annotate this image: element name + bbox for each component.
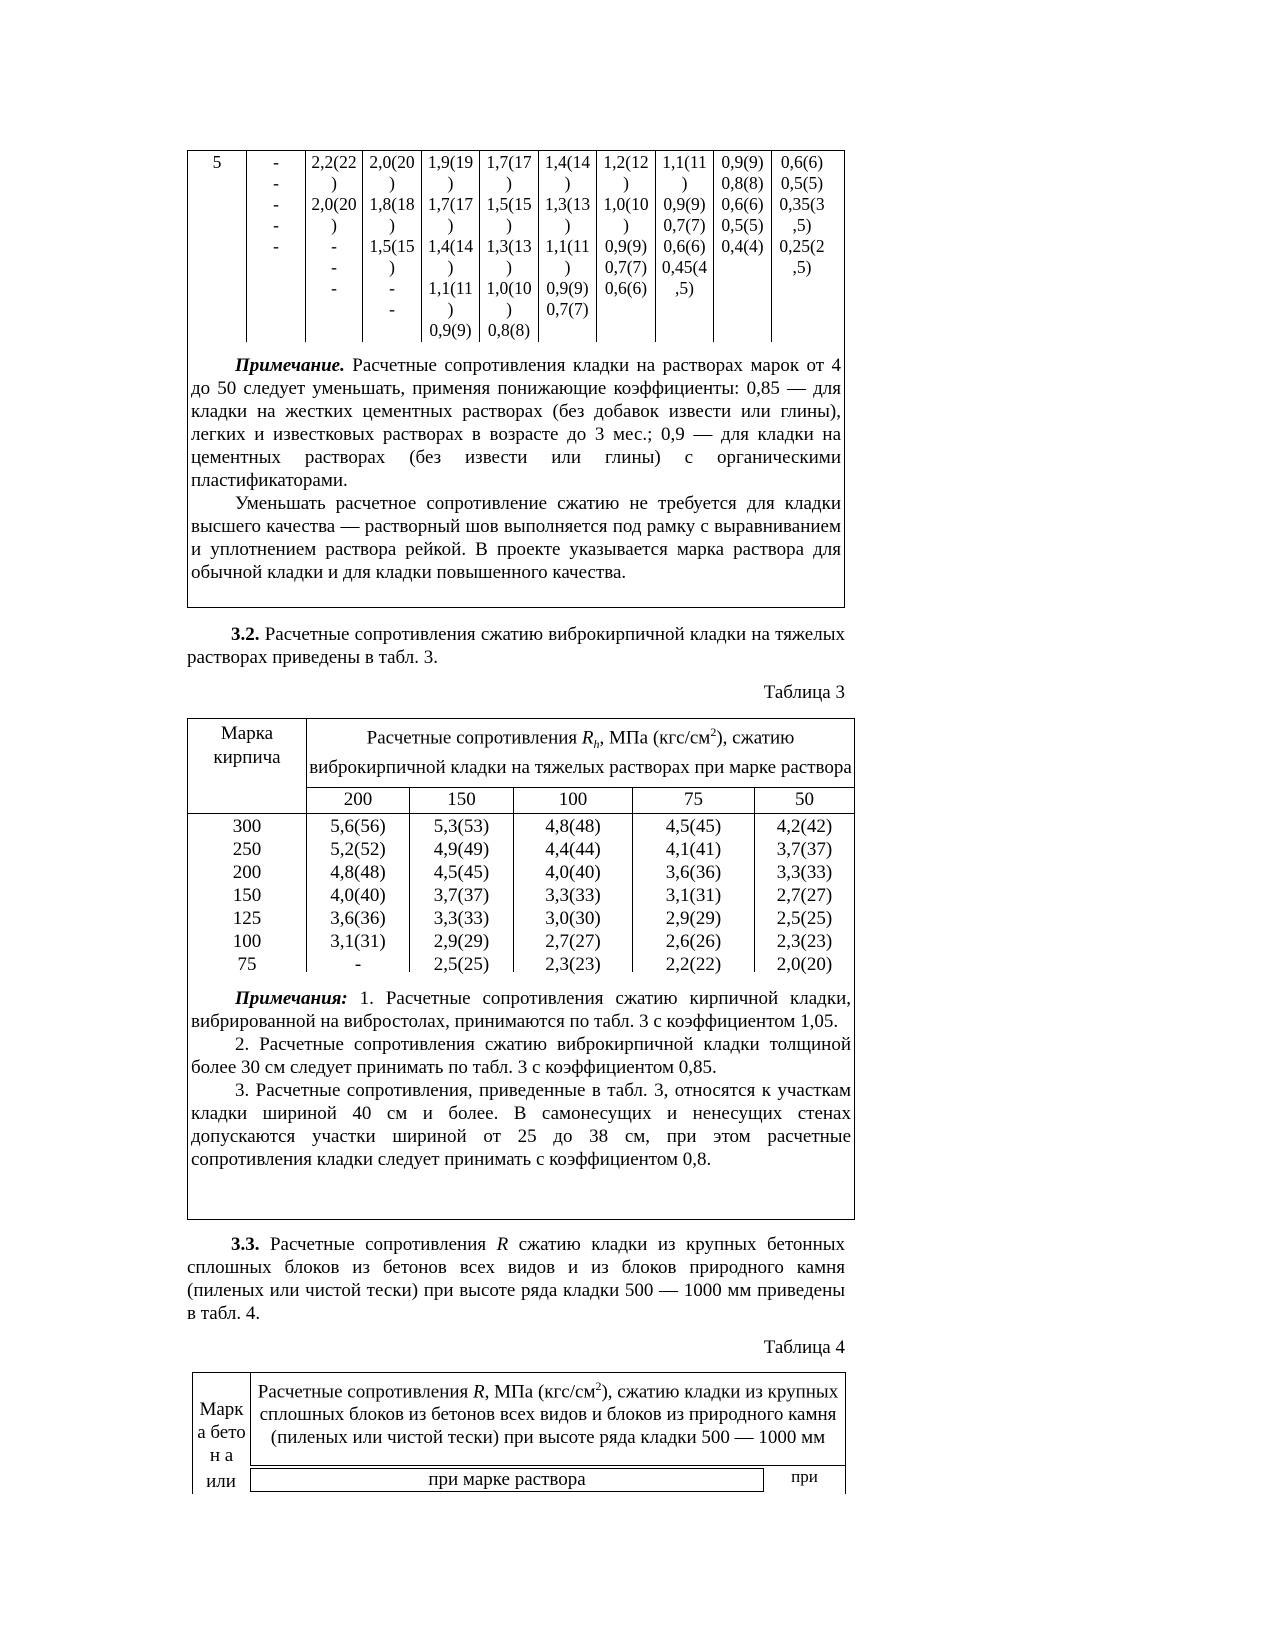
table2-cell-line: 0,9(9) (721, 152, 764, 172)
table3-mortar-grade: 200 (306, 787, 409, 813)
table2-cell-line: 0,6(6) (721, 194, 764, 214)
table2-cell-line: 1,1(11 (662, 152, 707, 172)
table3-value: 4,2(42) (776, 816, 833, 837)
table4-caption: Таблица 4 (763, 1337, 845, 1358)
table3-value: 2,5(25) (776, 908, 833, 929)
table3-mortar-grade: 150 (409, 787, 513, 813)
table2-cell-line: 2,0(20 (311, 194, 357, 214)
table3-value: 2,9(29) (433, 931, 490, 952)
table2-cell-line: ) (506, 215, 512, 235)
table3-header-text-c: ), сжатию виброкирпичной кладки на тяжелых растворах при марке раствора (309, 727, 852, 779)
table2-cell-line: - (273, 194, 279, 214)
paragraph-3-3 (187, 1233, 845, 1325)
paragraph-3-3-symbol: R (496, 1234, 509, 1255)
table2-cell-line: - (273, 152, 279, 172)
table4 (192, 1372, 846, 1494)
table2-cell-line: 0,5(5) (780, 173, 824, 193)
table4-header-text-b: , МПа (кгс/см (484, 1381, 596, 1403)
table3-value: 2,5(25) (433, 954, 490, 975)
table2-cell-line: ) (447, 215, 454, 235)
table3-value: 2,7(27) (776, 885, 833, 906)
table3-brick-grade: 100 (232, 931, 262, 952)
table2-cell-line: ) (331, 215, 337, 235)
table3-brick-grade-column (188, 813, 306, 975)
table2-col-9 (714, 151, 772, 342)
table3-header-text-a: Расчетные сопротивления (366, 727, 582, 749)
table3-value: 5,6(56) (330, 816, 386, 837)
table3-header-text-b: , МПа (кгс/см (599, 727, 711, 749)
table2-col-10 (772, 151, 833, 342)
table3-value: 4,1(41) (665, 839, 722, 860)
table2-cell-line: 1,3(13 (486, 236, 532, 256)
table3-value: 4,5(45) (665, 816, 722, 837)
paragraph-3-2 (187, 623, 845, 669)
table2-cell-line: ) (506, 257, 512, 277)
table2-cell-line: 0,9(9) (604, 236, 648, 256)
table2-col-1 (247, 151, 306, 342)
table3-note-2: 2. Расчетные сопротивления сжатию виброкирпичной кладки толщиной более 30 см следует принимать по табл. 3 с коэффициентом 0,85. (191, 1034, 851, 1078)
table3-note-1: 1. Расчетные сопротивления сжатию кирпичной кладки, вибрированной на вибростолах, принимаются по табл. 3 с коэффициентом 1,05. (191, 988, 851, 1032)
table2-cell-line: 1,2(12 (603, 152, 649, 172)
table3-value: 3,0(30) (545, 908, 601, 929)
table2-col-2 (306, 151, 363, 342)
table2-cell-line: 0,8(8) (721, 173, 764, 193)
table2-cell-line: 0,6(6) (604, 278, 648, 298)
table2-note (191, 354, 841, 584)
table2-cell-line: - (273, 215, 279, 235)
table2-col-6 (539, 151, 597, 342)
table2-cell-line: ,5) (792, 257, 812, 277)
paragraph-3-2-text: Расчетные сопротивления сжатию виброкирпичной кладки на тяжелых растворах приведены в табл. 3. (187, 624, 845, 668)
table3-value: 3,7(37) (776, 839, 833, 860)
table3-value: 4,8(48) (330, 862, 386, 883)
paragraph-3-3-number: 3.3. (231, 1234, 260, 1255)
table3-notes (191, 987, 851, 1171)
table2-col-0 (188, 151, 247, 342)
table2-cell-line: ) (389, 173, 395, 193)
table3-values-column (754, 813, 854, 975)
table3-value: 2,3(23) (545, 954, 601, 975)
table2-cell-line: ) (681, 173, 688, 193)
table3-header-resistance (306, 719, 854, 787)
table2-cell-line: - (273, 236, 279, 256)
table3-value: 2,7(27) (545, 931, 601, 952)
table3-value: 2,6(26) (665, 931, 722, 952)
table3-value: 3,1(31) (665, 885, 722, 906)
table3-caption: Таблица 3 (763, 682, 845, 703)
table3-value: 2,9(29) (665, 908, 722, 929)
table3-value: 3,3(33) (776, 862, 833, 883)
table2-col-3 (363, 151, 422, 342)
table3-value: - (354, 954, 362, 975)
table3-header-symbol: R (581, 727, 594, 749)
table2-cell-line: 1,0(10 (486, 278, 532, 298)
table3-values-column (513, 813, 632, 975)
table3-value: 3,7(37) (433, 885, 490, 906)
table3-brick-grade: 75 (237, 954, 257, 975)
table2-cell-line: 0,6(6) (663, 236, 706, 256)
table2-cell-line: 0,6(6) (780, 152, 824, 172)
table2-continuation (187, 150, 845, 608)
table3-values-column (409, 813, 513, 975)
table2-cell-line: 0,45(4 (661, 257, 708, 277)
table2-note-text2: Уменьшать расчетное сопротивление сжатию не требуется для кладки высшего качества — растворный шов выполняется под рамку с выравниванием и уплотнением раствора рейкой. В проекте указывается марка раствора для обычной кладки и для кладки повышенного качества. (191, 493, 841, 583)
paragraph-3-3-text-a: Расчетные сопротивления (259, 1234, 497, 1255)
table2-col-4 (422, 151, 480, 342)
table4-subheader-right: при (764, 1466, 846, 1494)
table3-header-superscript: 2 (710, 725, 717, 739)
table3-brick-grade: 250 (232, 839, 262, 860)
table4-header-left-text: Марка бетон а (197, 1399, 246, 1466)
table2-cell-line: 1,7(17 (486, 152, 532, 172)
table2-cell-line: - (331, 278, 337, 298)
table4-header-text-c: ), сжатию кладки из крупных сплошных блоков из бетонов всех видов и блоков из природного камня (пиленых или чистой тески) при высоте ряда кладки 500 — 1000 мм (259, 1381, 839, 1449)
table2-cell-line: 1,8(18 (369, 194, 415, 214)
table3-notes-label: Примечания: (235, 988, 348, 1009)
table2-cell-line: 1,4(14 (544, 152, 591, 172)
table2-cell-line: ) (447, 299, 454, 319)
table2-note-text: Расчетные сопротивления кладки на растворах марок от 4 до 50 следует уменьшать, применяя понижающие коэффициенты: 0,85 — для кладки на жестких цементных растворах (без добавок извести или глины), легких и известковых растворах в возрасте до 3 мес.; 0,9 — для кладки на цементных растворах (без извести или глины) с органическими пластификаторами. (191, 355, 841, 491)
table3-values-column (306, 813, 409, 975)
table2-cell-line: ) (389, 257, 395, 277)
table4-header-left-bottom: или (206, 1471, 236, 1492)
table2-cell-line: 5 (212, 152, 222, 172)
table2-cell-line: 1,5(15 (486, 194, 532, 214)
table2-cell-line: - (331, 236, 337, 256)
table2-cell-line: ,5) (792, 215, 812, 235)
table3-value: 3,3(33) (545, 885, 601, 906)
table2-cell-line: ) (623, 173, 629, 193)
table3-brick-grade: 125 (232, 908, 262, 929)
table3-value: 4,8(48) (545, 816, 601, 837)
table2-cell-line: 1,1(11 (545, 236, 590, 256)
table2-cell-line: 0,35(3 (779, 194, 825, 214)
table2-cell-line: 2,2(22 (311, 152, 357, 172)
table3-note-3: 3. Расчетные сопротивления, приведенные в табл. 3, относятся к участкам кладки шириной 40 см и более. В самонесущих и ненесущих стенах допускаются участки шириной от 25 до 38 см, при этом расчетные сопротивления кладки следует принимать с коэффициентом 0,8. (191, 1080, 851, 1170)
table2-cell-line: - (389, 299, 395, 319)
table2-cell-line: ) (506, 173, 512, 193)
table2-note-label: Примечание. (235, 355, 345, 376)
table3-value: 3,1(31) (330, 931, 386, 952)
table3 (187, 718, 855, 1220)
table3-value: 2,0(20) (776, 954, 833, 975)
table2-cell-line: 0,5(5) (721, 215, 764, 235)
table2-cell-line: ) (447, 173, 454, 193)
table2-cell-line: 1,4(14 (427, 236, 474, 256)
table2-cell-line: 0,8(8) (487, 320, 531, 340)
paragraph-3-3-text-b: сжатию кладки из крупных бетонных сплошных блоков из бетонов всех видов и из блоков природного камня (пиленых или чистой тески) при высоте ряда кладки 500 — 1000 мм приведены в табл. 4. (187, 1234, 845, 1324)
table3-value: 3,6(36) (330, 908, 386, 929)
table4-subheader-mortar: при марке раствора (250, 1468, 764, 1492)
table3-header-brick-grade: Марка кирпича (213, 723, 281, 768)
table3-mortar-grade: 50 (754, 787, 854, 813)
table2-cell-line: ) (389, 215, 395, 235)
table2-cell-line: ) (447, 257, 454, 277)
table4-header-symbol: R (473, 1381, 485, 1403)
table2-grid (188, 151, 832, 342)
table3-value: 4,4(44) (545, 839, 601, 860)
table2-cell-line: 0,9(9) (546, 278, 589, 298)
table2-cell-line: - (331, 257, 337, 277)
table4-header-superscript: 2 (595, 1379, 602, 1393)
table3-value: 2,2(22) (665, 954, 722, 975)
table2-cell-line: 1,7(17 (427, 194, 474, 214)
table2-cell-line: ) (506, 299, 512, 319)
table3-brick-grade: 300 (232, 816, 262, 837)
table3-value: 5,2(52) (330, 839, 386, 860)
table2-cell-line: 1,1(11 (428, 278, 473, 298)
table2-cell-line: - (273, 173, 279, 193)
table2-cell-line: 1,3(13 (544, 194, 591, 214)
table2-cell-line: 1,0(10 (603, 194, 649, 214)
table3-mortar-grade: 75 (632, 787, 754, 813)
table3-brick-grade: 150 (232, 885, 262, 906)
table4-header-resistance (250, 1372, 846, 1466)
table3-value: 2,3(23) (776, 931, 833, 952)
table2-col-7 (597, 151, 656, 342)
table2-cell-line: 0,4(4) (721, 236, 764, 256)
table2-cell-line: 0,9(9) (429, 320, 472, 340)
table2-cell-line: 0,7(7) (663, 215, 706, 235)
paragraph-3-2-number: 3.2. (231, 624, 260, 645)
table2-cell-line: 1,9(19 (427, 152, 474, 172)
table2-cell-line: ) (564, 173, 571, 193)
table3-value: 4,9(49) (433, 839, 490, 860)
table3-header-subscript: h (593, 737, 600, 752)
table2-cell-line: 2,0(20 (369, 152, 415, 172)
table2-cell-line: - (389, 278, 395, 298)
table3-values-column (632, 813, 754, 975)
table2-cell-line: ) (331, 173, 337, 193)
table2-cell-line: 0,25(2 (779, 236, 825, 256)
table2-cell-line: 0,7(7) (604, 257, 648, 277)
table3-value: 3,6(36) (665, 862, 722, 883)
table2-cell-line: ) (623, 215, 629, 235)
table3-value: 4,0(40) (545, 862, 601, 883)
table4-header-text-a: Расчетные сопротивления (257, 1381, 474, 1403)
table2-cell-line: 0,9(9) (663, 194, 706, 214)
table3-value: 3,3(33) (433, 908, 490, 929)
table2-cell-line: ) (564, 257, 571, 277)
table2-col-5 (480, 151, 539, 342)
table3-value: 4,0(40) (330, 885, 386, 906)
table2-col-8 (656, 151, 714, 342)
table3-brick-grade: 200 (232, 862, 262, 883)
table2-cell-line: ) (564, 215, 571, 235)
table2-cell-line: 0,7(7) (546, 299, 589, 319)
table2-cell-line: 1,5(15 (369, 236, 415, 256)
table3-mortar-grade: 100 (513, 787, 632, 813)
table2-cell-line: ,5) (675, 278, 694, 298)
table3-value: 4,5(45) (433, 862, 490, 883)
table3-value: 5,3(53) (433, 816, 490, 837)
